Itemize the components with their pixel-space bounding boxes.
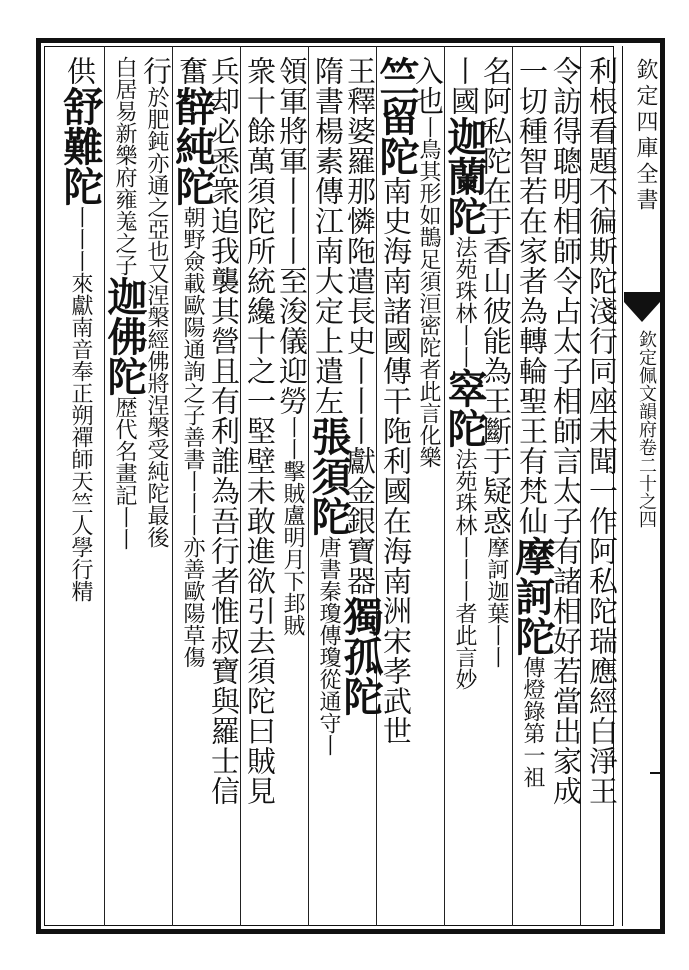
gloss: 丨鳥其形如鵲 (416, 116, 441, 248)
gloss: 丨丨丨來獻南音奉正朔 (68, 206, 93, 426)
headword: 迦佛陀 (101, 276, 148, 396)
text-column (138, 56, 174, 918)
column-text: 衆十餘萬須陀所統纔十之一堅壁未敢進欲引去須陀曰賊見 (243, 56, 277, 806)
gloss: 足須洹密陀者此言化樂 (416, 248, 441, 468)
column-text: 名阿私陀在于香山彼能為王斷于疑惑 (479, 56, 513, 536)
gloss: 摩訶迦葉丨丨 (484, 536, 509, 668)
column-rule (104, 46, 105, 926)
text-column (441, 56, 488, 918)
text-column (242, 56, 278, 918)
text-column (584, 56, 620, 918)
headword: 竺留陀 (373, 56, 420, 176)
fishtail-mark (624, 302, 660, 322)
gloss: 丨丨擊賊盧明月下邽賊 (280, 416, 305, 636)
volume-label: 欽定佩文韻府卷二十之四 (636, 330, 657, 528)
column-text: 領軍將軍丨丨丨至浚儀迎勞 (275, 56, 309, 416)
column-text: 隋書楊素傳江南大定上遣左 (311, 56, 345, 416)
gloss: 禪師天竺人學行精 (68, 426, 93, 602)
text-column (169, 56, 216, 918)
column-text: 兵却必悉衆追我襲其營且有利誰為吾行者惟叔寶與羅士信 (207, 56, 241, 806)
column-text: 一切種智若在家者為轉輪聖王有梵仙 (515, 56, 549, 536)
column-text: 供 (63, 56, 97, 86)
headword: 摩訶陀 (509, 536, 556, 656)
column-text: 入也 (411, 56, 445, 116)
text-column (101, 56, 148, 918)
gloss: 朝野僉載歐陽通詢之子善書丨丨丨亦善歐陽草傷 (180, 206, 205, 668)
gloss: 於肥鈍亦通之亞也又涅槃經佛將涅槃受純陀最後 (144, 86, 169, 548)
column-text: 利根看題不徧斯陀淺行同座未聞一作阿私陀瑞應經白淨王 (585, 56, 619, 806)
column-text: 南史海南諸國傳干陁利國在海南洲宋孝武世 (379, 176, 413, 746)
gloss: 歴代名畫記丨丨 (112, 396, 137, 550)
headword: 獨孤陀 (337, 596, 384, 716)
text-column (373, 56, 420, 918)
gloss: 法苑珠林丨丨丨者此言妙 (452, 448, 477, 690)
text-column (410, 56, 446, 918)
margin-band (624, 292, 665, 302)
text-column (57, 56, 104, 918)
margin-tick (650, 772, 664, 774)
gloss: 傳燈錄第一祖 (520, 656, 545, 788)
headword: 迦蘭陀 (441, 116, 488, 236)
column-text: 行 (139, 56, 173, 86)
gloss: 白居易新樂府雍羗之子 (112, 56, 137, 276)
column-text: 丨國 (447, 56, 481, 116)
text-column (305, 56, 352, 918)
headword: 舒難陀 (57, 86, 104, 206)
book-title: 欽定四庫全書 (633, 58, 658, 214)
headword: 張須陀 (305, 416, 352, 536)
text-column (274, 56, 310, 918)
column-text: 奮 (175, 56, 209, 86)
gloss: 法苑珠林丨丨 (452, 236, 477, 368)
margin-divider (622, 46, 623, 926)
gloss: 唐書秦瓊傳瓊從通守丨 (316, 536, 341, 756)
headword: 辥純陀 (169, 86, 216, 206)
column-text: 王釋婆羅那憐陁遣長史丨丨丨獻金銀寶器 (343, 56, 377, 596)
headword: 窣陀 (441, 368, 488, 448)
text-column (509, 56, 556, 918)
column-text: 令訪得聰明相師令占太子相師言太子有諸相好若當出家成 (549, 56, 583, 806)
text-column (548, 56, 584, 918)
